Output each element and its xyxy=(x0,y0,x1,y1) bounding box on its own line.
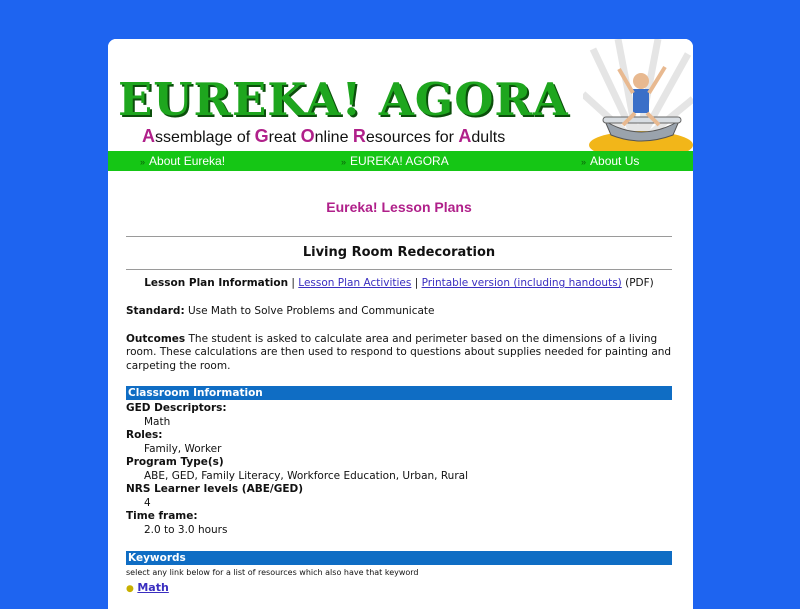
standard-label: Standard: xyxy=(126,305,185,317)
lesson-activities-link[interactable]: Lesson Plan Activities xyxy=(298,277,412,289)
nav-about-eureka[interactable] xyxy=(140,154,225,168)
tagline-word: nline xyxy=(314,129,353,146)
standard-paragraph xyxy=(126,305,672,319)
program-types-label: Program Type(s) xyxy=(126,456,224,468)
ged-descriptors-label: GED Descriptors: xyxy=(126,402,227,414)
site-logo-title[interactable]: EUREKA! AGORA xyxy=(118,73,569,126)
nav-eureka-agora[interactable] xyxy=(341,154,449,168)
lesson-title: Living Room Redecoration xyxy=(302,245,496,260)
standard-text: Use Math to Solve Problems and Communicate xyxy=(184,305,435,317)
tagline-cap: G xyxy=(254,126,269,146)
nrs-levels-label: NRS Learner levels (ABE/GED) xyxy=(126,483,304,495)
printable-version-link[interactable]: Printable version (including handouts) xyxy=(421,277,622,289)
tagline-word: reat xyxy=(268,129,301,146)
tagline-word: esources for xyxy=(365,129,459,146)
tagline-cap: A xyxy=(458,126,472,146)
nrs-levels-value: 4 xyxy=(144,496,151,509)
keyword-item xyxy=(126,581,672,594)
time-frame-value: 2.0 to 3.0 hours xyxy=(144,523,228,536)
keyword-math-link[interactable]: Math xyxy=(137,581,169,594)
nav-eureka-agora-label: EUREKA! AGORA xyxy=(350,154,449,168)
page-panel xyxy=(108,39,693,609)
tagline-cap: A xyxy=(142,126,155,146)
classroom-information xyxy=(126,386,672,537)
keywords-heading: Keywords xyxy=(126,551,672,565)
bullet-icon: ● xyxy=(126,584,134,594)
outcomes-text: The student is asked to calculate area and perimeter based on the dimensions of a living room. These calculations are then used to respond to questions about supplies needed for painting and carpeting the room. xyxy=(126,332,672,372)
site-tagline xyxy=(142,126,505,147)
nav-bullet-icon: » xyxy=(341,157,347,167)
ged-descriptors-value: Math xyxy=(144,415,171,428)
eureka-bathtub-mascot-icon xyxy=(583,39,693,151)
keywords-note: select any link below for a list of resources which also have that keyword xyxy=(126,568,419,577)
roles-label: Roles: xyxy=(126,429,163,441)
nav-bar xyxy=(108,151,693,171)
separator: | xyxy=(411,277,422,289)
nav-bullet-icon: » xyxy=(581,157,587,167)
divider xyxy=(126,269,672,270)
tagline-cap: R xyxy=(352,126,366,146)
separator: | xyxy=(288,277,299,289)
nav-about-eureka-label: About Eureka! xyxy=(149,154,226,168)
tagline-word: ssemblage of xyxy=(155,129,255,146)
nav-about-us[interactable] xyxy=(581,154,639,168)
program-types-value: ABE, GED, Family Literacy, Workforce Education, Urban, Rural xyxy=(144,469,469,482)
outcomes-paragraph xyxy=(126,333,672,374)
main-content xyxy=(108,199,693,594)
site-banner xyxy=(108,39,693,151)
nav-bullet-icon: » xyxy=(140,157,146,167)
current-section-label: Lesson Plan Information xyxy=(144,277,289,289)
keywords-section xyxy=(126,551,672,594)
tagline-word: dults xyxy=(471,129,506,146)
classroom-info-heading: Classroom Information xyxy=(126,386,672,400)
lesson-info-nav xyxy=(126,277,672,289)
tagline-cap: O xyxy=(300,126,315,146)
outcomes-label: Outcomes xyxy=(126,332,186,345)
section-title: Eureka! Lesson Plans xyxy=(326,199,472,215)
roles-value: Family, Worker xyxy=(144,442,222,455)
time-frame-label: Time frame: xyxy=(126,510,198,522)
pdf-note: (PDF) xyxy=(621,277,654,289)
nav-about-us-label: About Us xyxy=(590,154,640,168)
